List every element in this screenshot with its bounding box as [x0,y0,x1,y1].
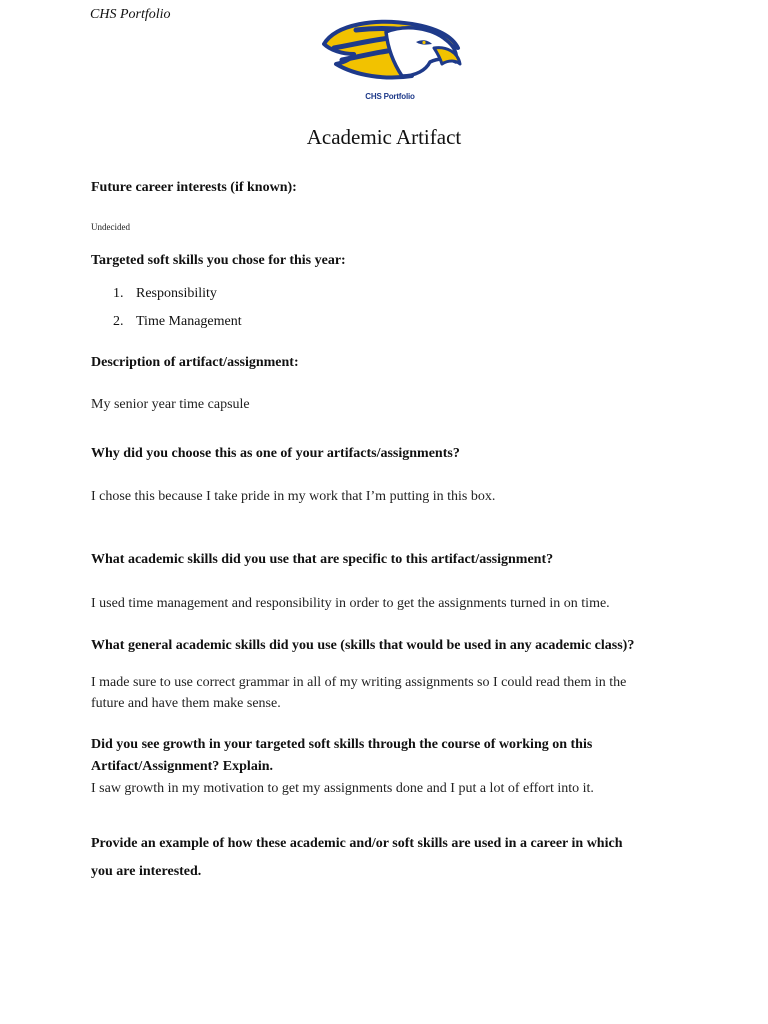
career-example-question-line2: you are interested. [91,864,202,879]
page-title: Academic Artifact [306,125,462,149]
growth-question-line2: Artifact/Assignment? Explain. [91,759,273,774]
description-question: Description of artifact/assignment: [91,355,299,370]
description-answer: My senior year time capsule [91,397,250,412]
eagle-head-icon [316,14,464,94]
career-example-question-line1: Provide an example of how these academic and/or soft skills are used in a career in which [91,836,623,851]
soft-skill-number: 1. [113,286,124,301]
academic-skills-answer: I used time management and responsibility in order to get the assignments turned in on time. [91,596,610,611]
why-answer: I chose this because I take pride in my work that I’m putting in this box. [91,489,496,504]
why-question: Why did you choose this as one of your artifacts/assignments? [91,446,460,461]
soft-skill-item [113,312,242,332]
soft-skill-number: 2. [113,314,124,329]
eagle-logo [316,14,464,106]
header-label: CHS Portfolio [90,7,171,22]
general-skills-question: What general academic skills did you use (skills that would be used in any academic class)? [91,638,635,653]
soft-skill-label: Responsibility [136,286,217,301]
soft-skill-label: Time Management [136,314,242,329]
logo-caption: CHS Portfolio [365,92,415,101]
career-question: Future career interests (if known): [91,180,297,195]
general-skills-answer-line2: future and have them make sense. [91,696,281,711]
academic-skills-question: What academic skills did you use that are specific to this artifact/assignment? [91,552,554,567]
career-answer: Undecided [91,222,130,232]
growth-question-line1: Did you see growth in your targeted soft skills through the course of working on this [91,737,593,752]
growth-answer: I saw growth in my motivation to get my assignments done and I put a lot of effort into it. [91,781,594,796]
soft-skills-question: Targeted soft skills you chose for this year: [91,253,346,268]
soft-skill-item [113,284,217,304]
general-skills-answer-line1: I made sure to use correct grammar in all of my writing assignments so I could read them in the [91,675,627,690]
